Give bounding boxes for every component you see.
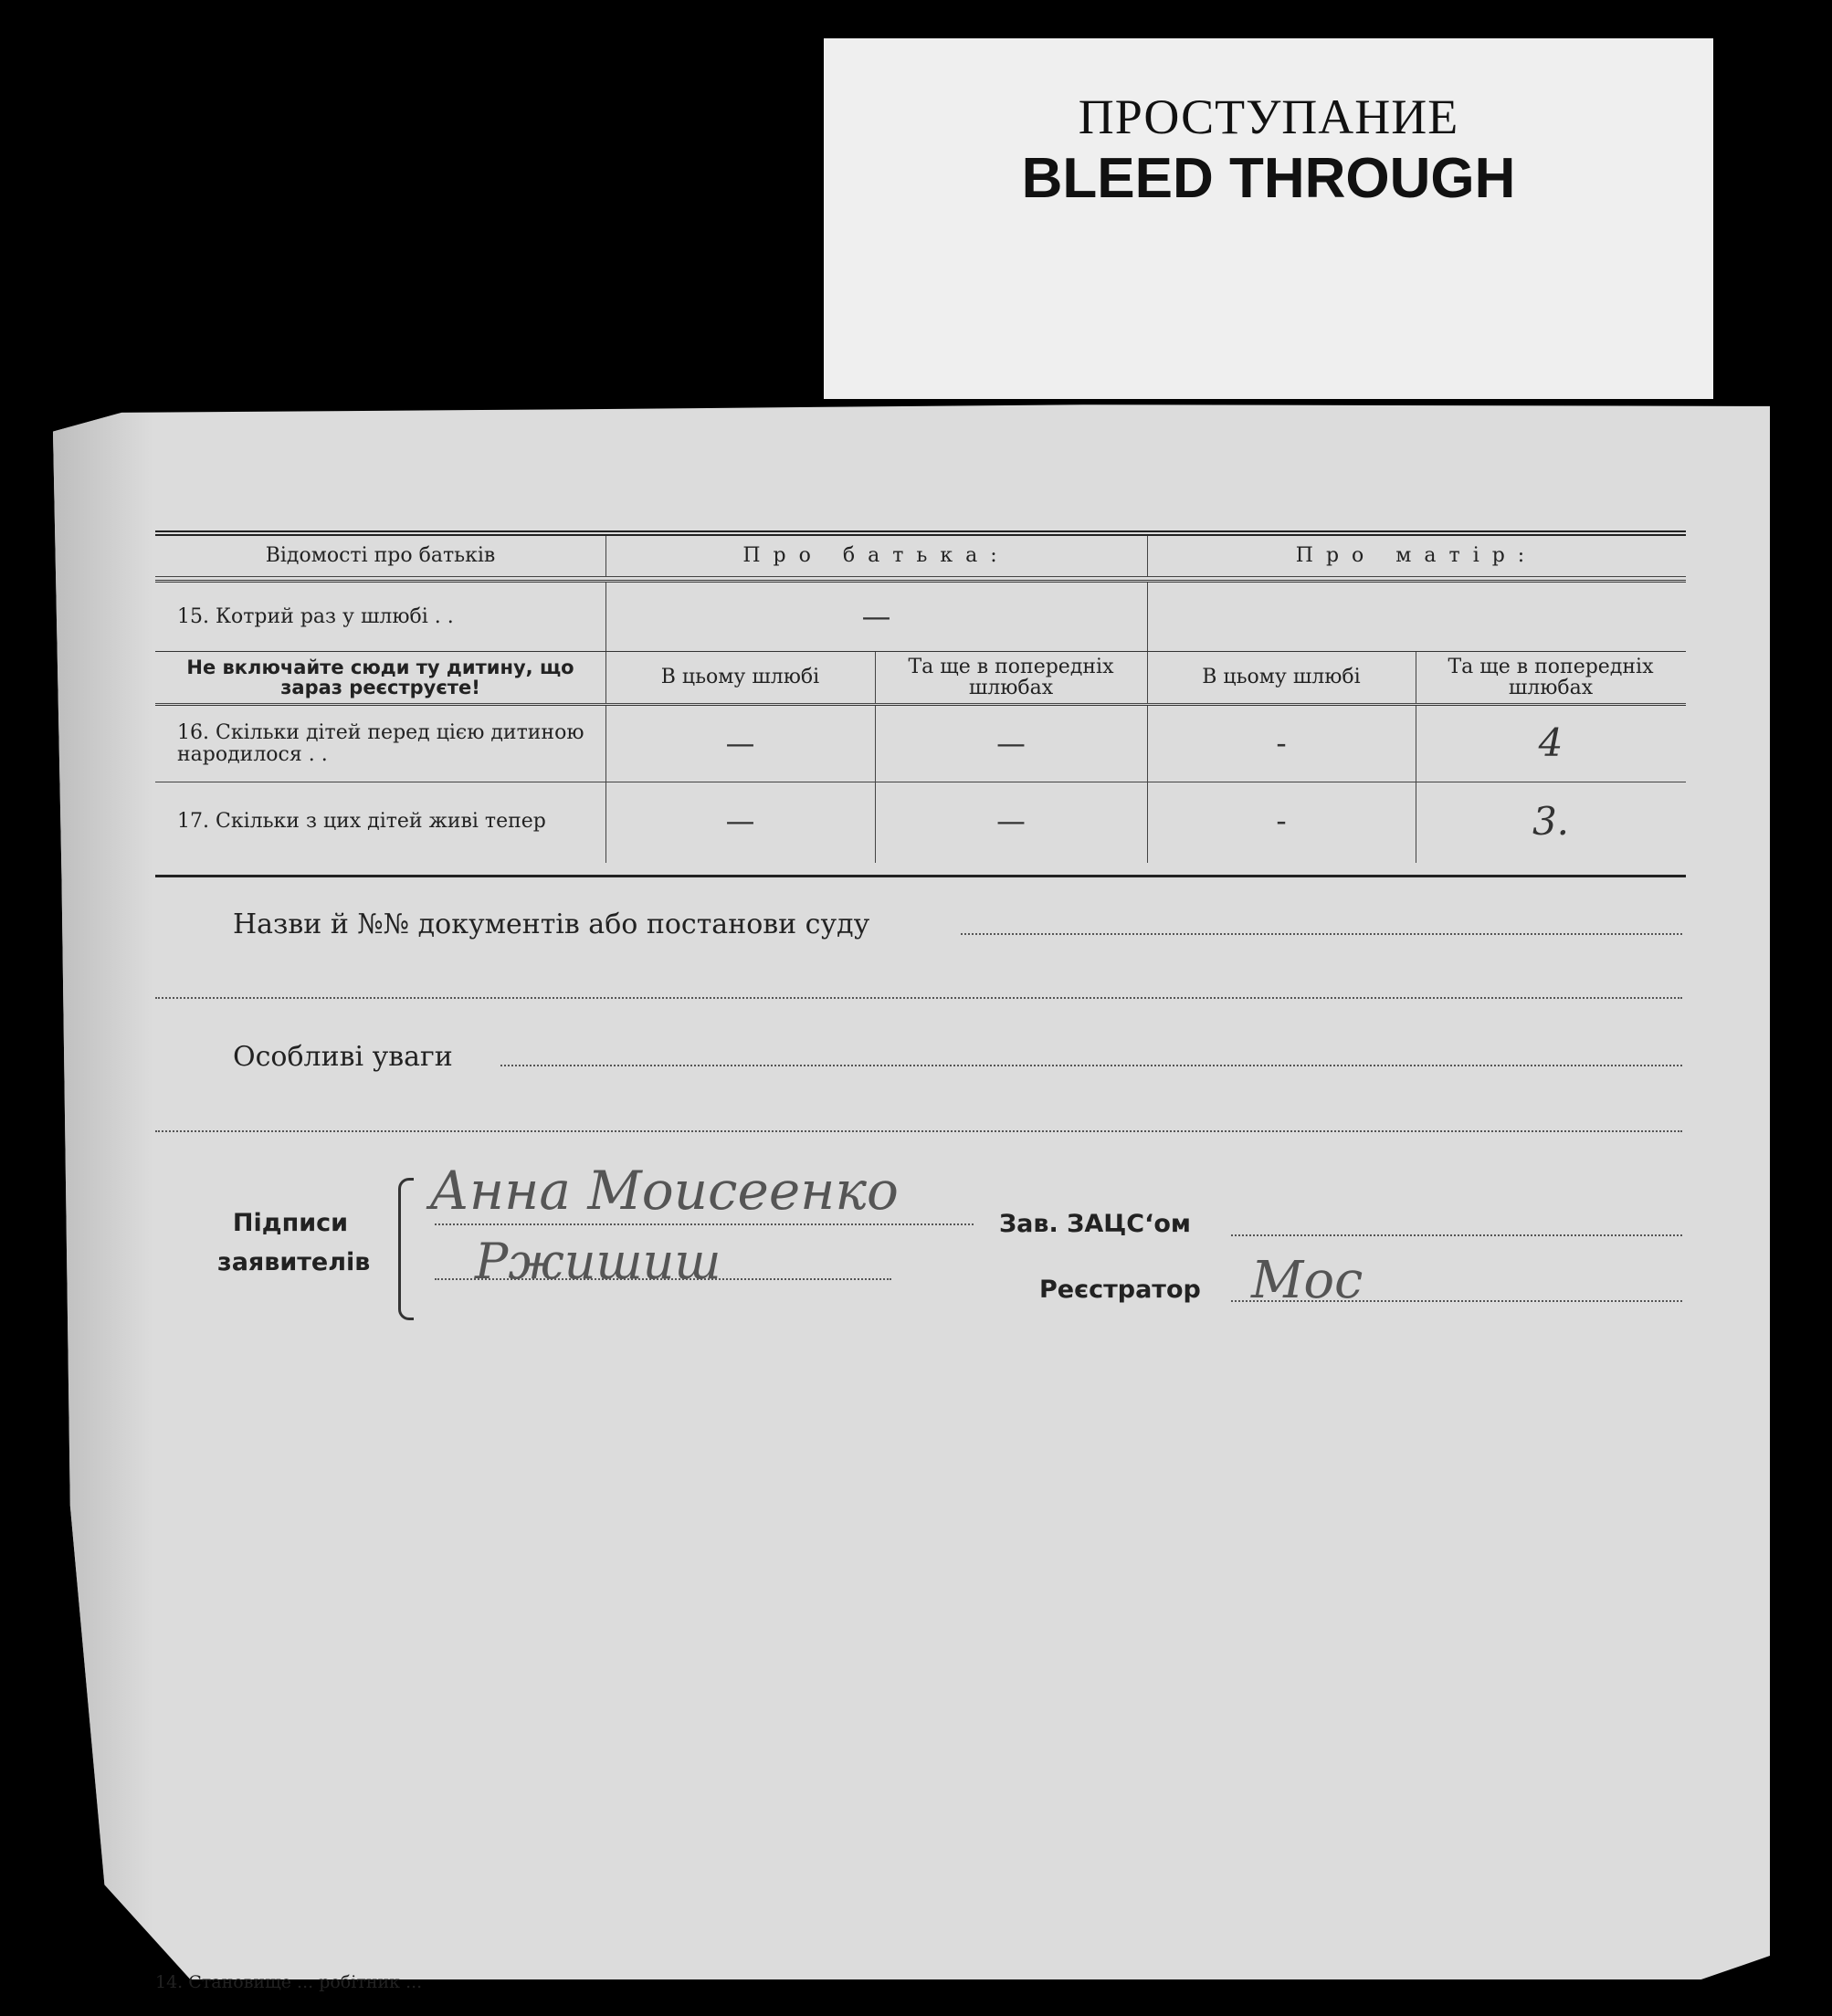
card-title-english: BLEED THROUGH [1021,147,1516,210]
sheet-edge-shadow [53,400,153,1979]
row15-father-value: — [861,598,891,634]
row16-father-this: — [725,725,755,761]
row17-label: 17. Скільки з цих дітей живі тепер [177,810,546,834]
sub-mother-this-marriage: В цьому шлюбі [1202,666,1361,689]
sub-father-previous: Та ще в попередніх шлюбах [908,655,1114,699]
applicant-sig-line-2 [435,1278,891,1280]
row17-mother-this: - [1276,803,1287,839]
documents-line-2 [155,997,1682,999]
applicant-sig-line-1 [435,1223,974,1225]
applicants-signature-label: Підписи заявителів [217,1209,371,1277]
row16-mother-previous: 4 [1538,720,1564,766]
notes-line-2 [155,1130,1682,1132]
parents-info-table [155,530,1686,877]
applicant-signature-2: Ржишиш [475,1233,721,1290]
bleed-through-card [824,38,1713,399]
header-mother: Про матір: [1295,544,1538,568]
head-registry-label: Зав. ЗАЦС‘ом [999,1210,1191,1238]
row15-mother-value [1147,583,1686,651]
cut-off-bottom-text: 14. Становище ... робітник ... [155,1972,423,1992]
header-father: Про батька: [742,544,1010,568]
row17-mother-previous: 3. [1532,798,1570,844]
table-header-row [155,536,1686,577]
children-subheader-row [155,651,1686,704]
registrar-signature: Мос [1251,1251,1363,1310]
applicant-signature-1: Анна Моисеенко [429,1160,899,1222]
row-15 [155,580,1686,652]
exclude-child-note: Не включайте сюди ту дитину, що зараз реєструєте! [186,656,574,698]
sub-mother-previous: Та ще в попередніх шлюбах [1448,655,1654,699]
registrar-sig-line [1231,1300,1682,1302]
documents-line [961,933,1682,935]
row15-label: 15. Котрий раз у шлюбі . . [177,604,454,628]
row17-father-previous: — [996,803,1026,839]
registrar-label: Реєстратор [1039,1276,1201,1304]
row-16 [155,705,1686,782]
head-sig-line [1231,1234,1682,1236]
row16-label: 16. Скільки дітей перед цією дитиною народилося . . [177,721,584,766]
notes-label: Особливі уваги [233,1041,453,1073]
sub-father-this-marriage: В цьому шлюбі [660,666,820,689]
card-title-russian: ПРОСТУПАНИЕ [1078,89,1459,144]
row-17 [155,781,1686,863]
row16-father-previous: — [996,725,1026,761]
row17-father-this: — [725,803,755,839]
row16-mother-this: - [1276,725,1287,761]
header-parents-info: Відомості про батьків [265,544,496,568]
notes-line [500,1065,1682,1066]
documents-label: Назви й №№ документів або постанови суду [233,908,870,940]
applicants-brace [398,1178,414,1320]
